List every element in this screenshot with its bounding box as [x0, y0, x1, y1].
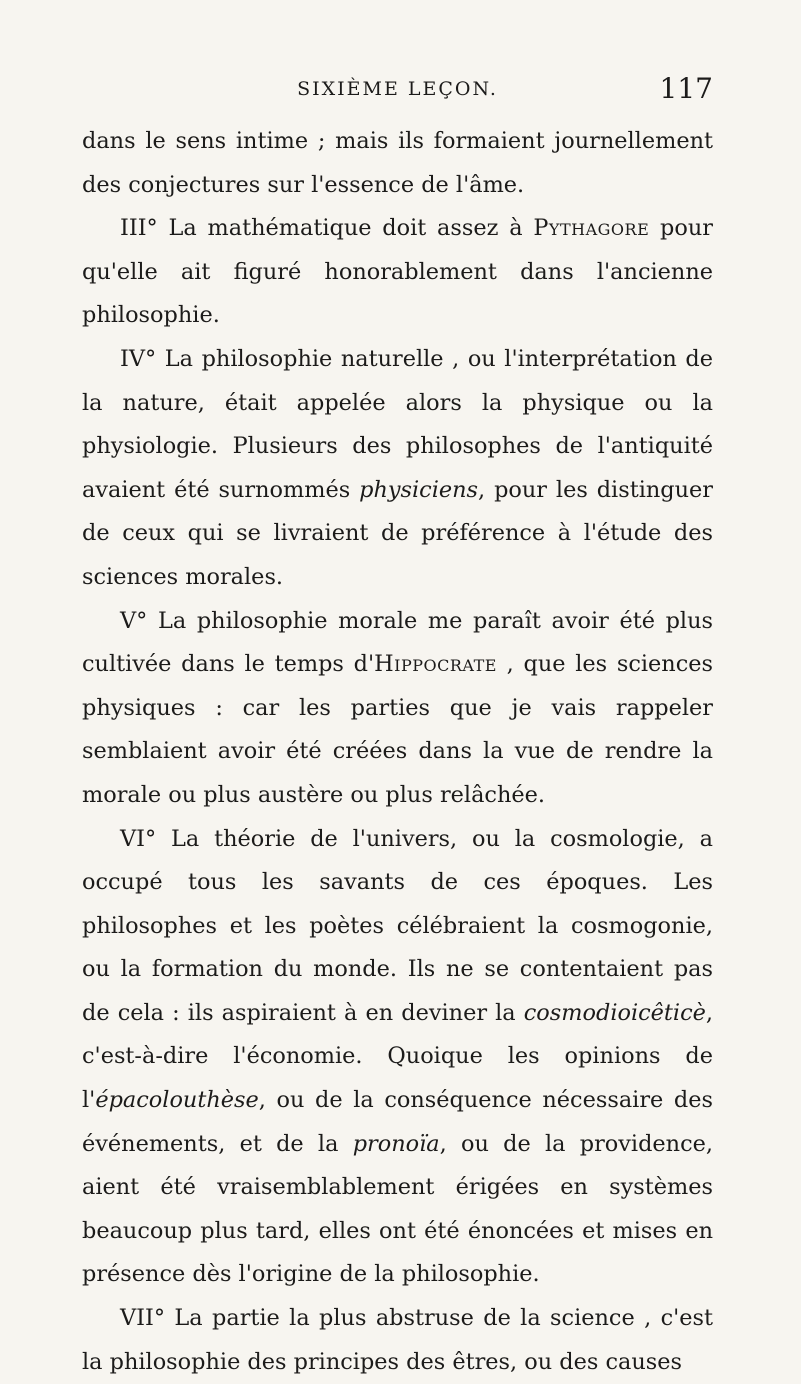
italic-term: pronoïa [352, 1130, 440, 1157]
paragraph-v: V° La philosophie morale me paraît avoir été plus cultivée dans le temps d'Hippocrate , que les sciences physiques : car les parties que je vais rappeler semblaient avoir été créées dans la vue de rendre la morale ou plus austère ou plus relâchée. [82, 607, 714, 808]
paragraph-vi: VI° La théorie de l'univers, ou la cosmologie, a occupé tous les savants de ces époques. Les philosophes et les poètes célébraient la cosmogonie, ou la formation du monde. Ils ne se contentaient pas de cela : ils aspiraient à en deviner la cosmodioicêticè, c'est-à-dire l'économie. Quoique les opinions de l'épacolouthèse, ou de la conséquence nécessaire des événements, et de la pronoïa, ou de la providence, aient été vraisemblablement érigées en systèmes beaucoup plus tard, elles ont été énoncées et mises en présence dès l'origine de la philosophie. [82, 825, 713, 1288]
proper-name: Hippocrate [374, 651, 497, 678]
section-number: VI° [120, 825, 157, 852]
section-number: VII° [120, 1305, 166, 1332]
italic-term: épacolouthèse [95, 1087, 259, 1114]
paragraph-iv: IV° La philosophie naturelle , ou l'interprétation de la nature, était appelée alors la physique ou la physiologie. Plusieurs des philosophes de l'antiquité avaient été surnommés physiciens, pour les distinguer de ceux qui se livraient de préférence à l'étude des sciences morales. [82, 345, 713, 590]
italic-term: cosmodioicêticè [523, 999, 706, 1026]
running-title: SIXIÈME LEÇON. [297, 78, 498, 100]
section-number: V° [120, 607, 148, 634]
section-number: IV° [120, 345, 157, 372]
proper-name: Pythagore [533, 215, 650, 242]
page-number: 117 [659, 72, 713, 105]
paragraph-iii: III° La mathématique doit assez à Pythagore pour qu'elle ait figuré honorablement dans l'ancienne philosophie. [82, 215, 713, 329]
paragraph-vii: VII° La partie la plus abstruse de la science , c'est la philosophie des principes des êtres, ou des causes [82, 1305, 713, 1375]
italic-term: physiciens [359, 476, 479, 503]
section-number: III° [120, 215, 158, 242]
running-head [82, 72, 713, 118]
paragraph-continuation: dans le sens intime ; mais ils formaient journellement des conjectures sur l'essence de l'âme. [82, 128, 713, 198]
body-text [82, 120, 713, 1384]
